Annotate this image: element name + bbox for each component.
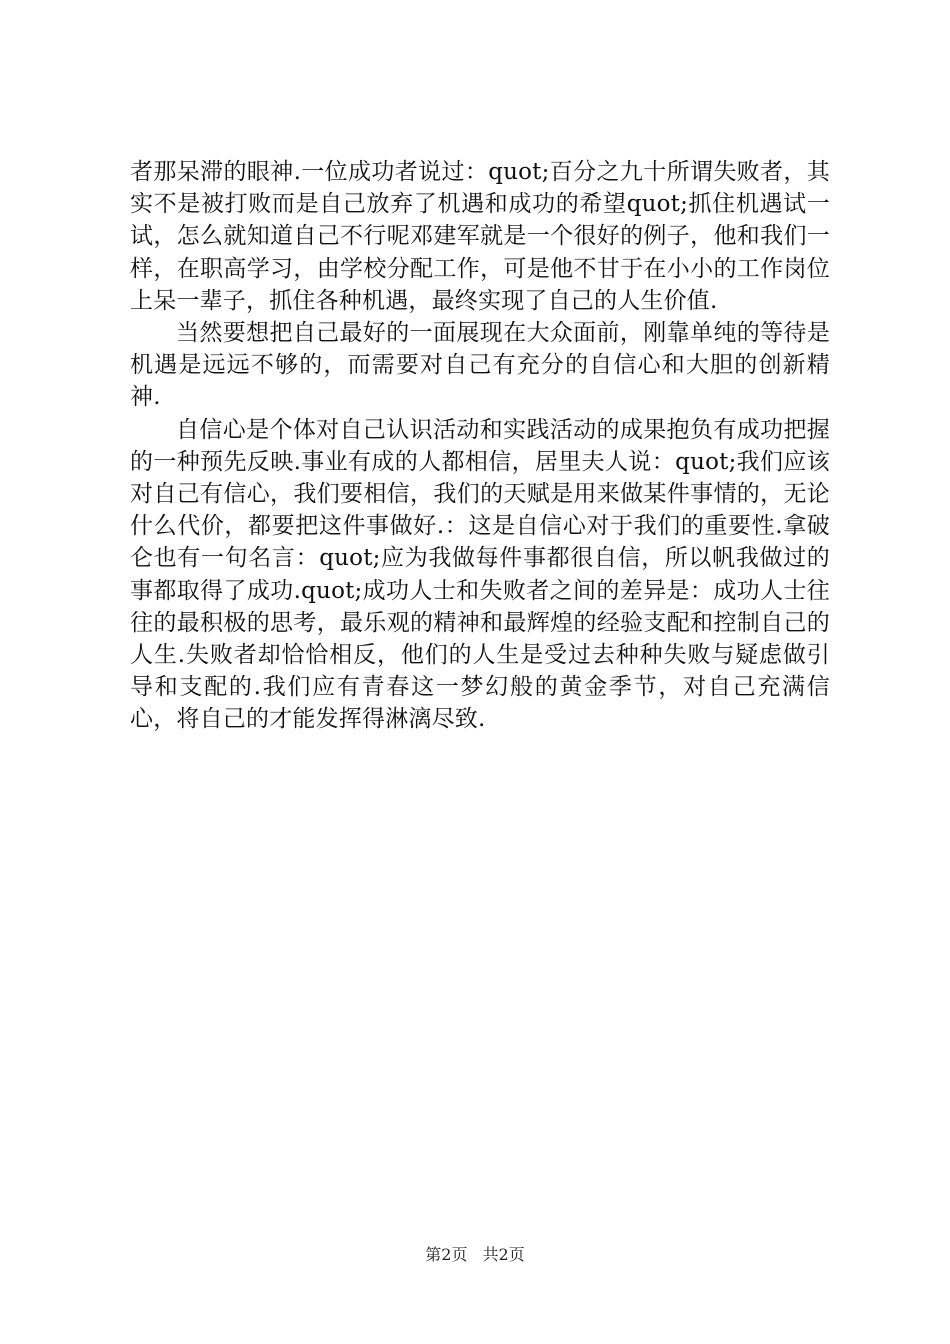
paragraph-1: 者那呆滞的眼神.一位成功者说过：quot;百分之九十所谓失败者，其实不是被打败而是自己放弃了机遇和成功的希望quot;抓住机遇试一试，怎么就知道自己不行呢邓建军就是一个很好的例子，他和我们一样，在职高学习，由学校分配工作，可是他不甘于在小小的工作岗位上呆一辈子，抓住各种机遇，最终实现了自己的人生价值. [130,159,830,314]
page-footer [0,1244,950,1266]
document-body [130,156,830,736]
page-number: 第2页 [425,1245,468,1264]
paragraph-2: 当然要想把自己最好的一面展现在大众面前，刚靠单纯的等待是机遇是远远不够的，而需要对自己有充分的自信心和大胆的创新精神. [130,320,830,411]
paragraph-3: 自信心是个体对自己认识活动和实践活动的成果抱负有成功把握的一种预先反映.事业有成的人都相信，居里夫人说：quot;我们应该对自己有信心，我们要相信，我们的天赋是用来做某件事情的，无论什么代价，都要把这件事做好.：这是自信心对于我们的重要性.拿破仑也有一句名言：quot;应为我做每件事都很自信，所以帆我做过的事都取得了成功.quot;成功人士和失败者之间的差异是：成功人士往往的最积极的思考，最乐观的精神和最辉煌的经验支配和控制自己的人生.失败者却恰恰相反，他们的人生是受过去种种失败与疑虑做引导和支配的.我们应有青春这一梦幻般的黄金季节，对自己充满信心，将自己的才能发挥得淋漓尽致. [130,416,830,733]
page-total: 共2页 [482,1245,525,1264]
